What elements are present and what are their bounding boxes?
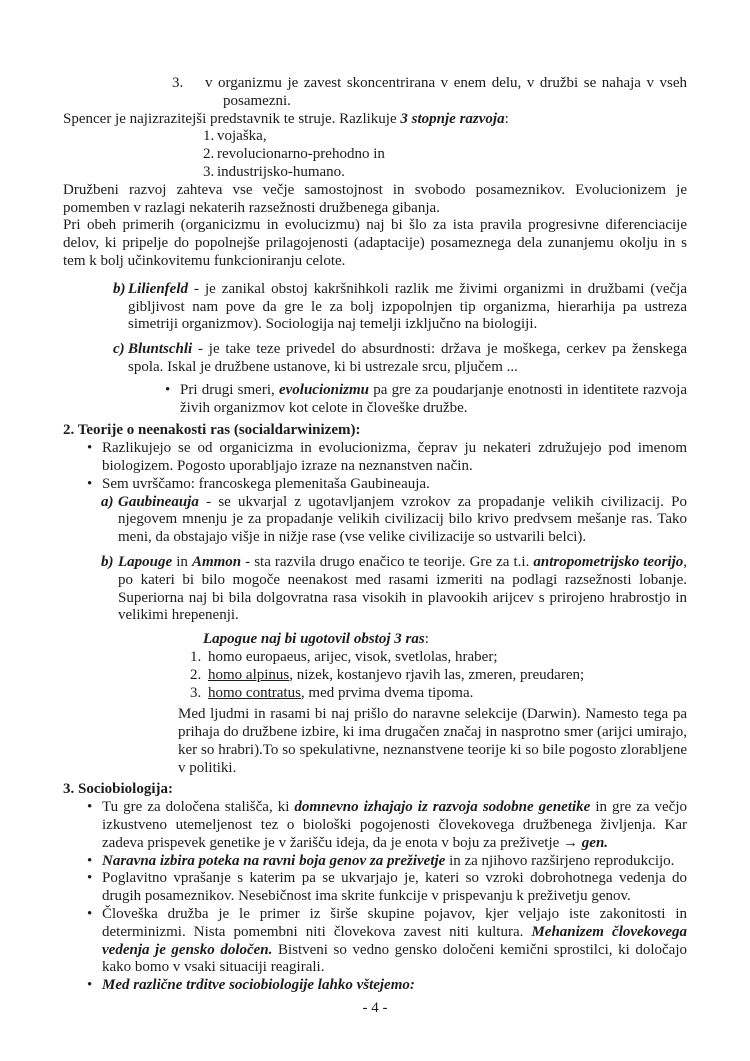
text-segment: - sta razvila drugo enačico te teorije. Gre za t.i. [241, 553, 534, 570]
text-segment: Lilienfeld [128, 280, 188, 297]
text-segment: , nizek, kostanjevo rjavih las, zmeren, preudaren; [289, 666, 585, 683]
text-segment: evolucionizmu [278, 381, 369, 398]
text-segment: in gre za večjo izkustveno utemeljenost tez o biološki pogojenosti človekovega družbenega življenja. Kar zadeva prispevek genetike je v žarišču ideja, da je enota v boju za preživetje → [102, 799, 688, 851]
document-body [63, 75, 687, 995]
text-segment: : [424, 631, 429, 648]
text-segment: Naravna izbira poteka na ravni boja genov za preživetje [102, 852, 446, 869]
list-item [63, 494, 687, 547]
text-segment: revolucionarno-prehodno in [217, 146, 385, 163]
text-segment: in [172, 553, 192, 570]
bullet-icon: • [165, 381, 171, 398]
list-item [63, 870, 687, 906]
text-segment: Družbeni razvoj zahteva vse večje samostojnost in svobodo posameznikov. Evolucionizem je pomemben v razlagi nekaterih razsežnosti družbenega gibanja. [63, 181, 687, 216]
text-segment: Med različne trditve sociobiologije lahko vštejemo: [102, 977, 415, 994]
text-segment: Lapouge [118, 553, 173, 570]
text-segment: , po kateri bi bilo mogoče neenakost med rasami izmeriti na podlagi razsežnosti lobanje. Superiorna naj bi bila dolgovratna rasa visokih in plavookih arijcev s prirojeno hrabrostjo in velikimi hrepenenji. [118, 553, 687, 624]
text-segment: Gaubineauja [118, 493, 199, 510]
paragraph [63, 631, 687, 649]
text-segment: antropometrijsko teorijo [533, 553, 684, 570]
text-segment: industrijsko-humano. [217, 163, 345, 180]
text-segment: 3 stopnje razvoja [400, 110, 505, 127]
list-item [63, 281, 687, 334]
text-segment: homo contratus [208, 684, 301, 701]
text-segment: Bluntschli [128, 341, 193, 358]
text-segment: Pri drugi smeri, [180, 381, 279, 398]
section-heading [63, 781, 687, 799]
bullet-icon: • [87, 440, 93, 457]
paragraph [63, 111, 687, 129]
text-segment: Razlikujejo se od organicizma in evolucionizma, čeprav ju nekateri združujejo pod imenom biologizem. Pogosto uporabljajo izraze na neznanstven način. [102, 440, 687, 474]
bullet-icon: • [87, 799, 93, 816]
list-item [63, 853, 687, 871]
text-segment: Mehanizem človekovega vedenja je gensko določen. [102, 923, 687, 958]
bullet-icon: • [87, 906, 93, 923]
list-item [63, 799, 687, 852]
text-segment: homo alpinus [208, 666, 290, 683]
page-number: - 4 - [362, 1000, 388, 1016]
list-item [63, 685, 687, 703]
list-item [63, 164, 687, 182]
bullet-icon: • [87, 475, 93, 492]
paragraph [63, 706, 687, 777]
list-item [63, 554, 687, 625]
paragraph [63, 182, 687, 218]
text-segment: Poglavitno vprašanje s katerim pa se ukvarjajo je, kateri so vzroki dobrohotnega vedenja do drugih posameznikov. Nesebičnost ima skrite funkcije v prispevanju k preživetju genov. [102, 870, 687, 905]
list-item [63, 341, 687, 377]
text-segment: , med prvima dvema tipoma. [300, 684, 474, 701]
list-item [63, 128, 687, 146]
text-segment: 2. Teorije o neenakosti ras (socialdarwinizem): [63, 422, 361, 439]
list-marker: 3. [203, 163, 215, 180]
list-marker: b) [113, 280, 126, 297]
bullet-icon: • [87, 977, 93, 994]
text-segment: Ammon [191, 553, 242, 570]
text-segment: Lapogue naj bi ugotovil obstoj 3 ras [203, 631, 425, 648]
list-item [63, 476, 687, 494]
text-segment: Med ljudmi in rasami bi naj prišlo do naravne selekcije (Darwin). Namesto tega pa prihaja do družbene izbire, ki ima drugačen značaj in nasprotno smer (arijci umirajo, ker so hrabri).To so spekulativne, neznanstvene teorije ki so bile pogosto zlorabljene v politiki. [178, 706, 687, 776]
text-segment: Pri obeh primerih (organicizmu in evolucizmu) naj bi šlo za ista pravila progresivne diferenciacije delov, ki pripelje do popolnejše prilagojenosti (adaptacije) posameznega dela zunanjemu okolju in s tem k bolj učinkovitemu funkcioniranju celote. [63, 217, 687, 269]
text-segment: Tu gre za določena stališča, ki [102, 799, 295, 816]
text-segment: - je take teze privedel do absurdnosti: država je moškega, cerkev pa ženskega spola. Iskal je družbene ustanove, ki bi ustrezale srcu, pljučem ... [128, 341, 687, 375]
list-item [63, 382, 687, 418]
list-marker: 2. [190, 666, 202, 683]
paragraph [63, 217, 687, 270]
text-segment: - se ukvarjal z ugotavljanjem vzrokov za propadanje velikih civilizacij. Po njegovem mnenju je za propadanje velikih civilizacij bilo krivo predvsem mešanje ras. Tako meni, da obstajajo višje in nižje rase (vse velike civilizacije so ustvarili belci). [118, 493, 687, 546]
list-item [63, 667, 687, 685]
list-marker: a) [101, 493, 114, 510]
text-segment: Spencer je najizrazitejši predstavnik te struje. Razlikuje [63, 110, 401, 127]
text-segment: pa gre za poudarjanje enotnosti in identitete razvoja živih organizmov kot celote in človeške družbe. [180, 381, 687, 416]
text-segment: vojaška, [217, 128, 267, 145]
section-heading [63, 422, 687, 440]
text-segment: - je zanikal obstoj kakršnihkoli razlik me živimi organizmi in družbami (večja gibljivost nam pove da gre le za bolj izpopolnjen tip organizma, hierarhija pa ustreza simetriji organizmov). Sociologija naj temelji izključno na biologiji. [128, 280, 687, 333]
list-item [63, 649, 687, 667]
text-segment: : [504, 110, 509, 127]
list-marker: b) [101, 553, 114, 570]
list-marker: 1. [203, 128, 215, 145]
text-segment: domnevno izhajajo iz razvoja sodobne genetike [294, 799, 591, 816]
text-segment: gen. [581, 834, 609, 851]
text-segment: v organizmu je zavest skoncentrirana v enem delu, v družbi se nahaja v vseh posamezni. [205, 75, 687, 109]
list-marker: 1. [190, 648, 202, 665]
list-marker: 2. [203, 146, 215, 163]
list-item [63, 146, 687, 164]
list-item [63, 440, 687, 476]
bullet-icon: • [87, 870, 93, 887]
text-segment: Človeška družba je le primer iz širše skupine pojavov, kjer veljajo iste zakonitosti in determinizmi. Nista pomembni niti človekova zavest niti kultura. [102, 906, 687, 940]
text-segment: Bistveni so vedno gensko določeni kemični sprostilci, ki določajo kako bomo v vsaki situaciji reagirali. [102, 941, 687, 976]
list-marker: c) [113, 341, 125, 358]
list-item [63, 906, 687, 977]
text-segment: Sem uvrščamo: francoskega plemenitaša Gaubineauja. [102, 475, 430, 492]
list-marker: 3. [190, 684, 202, 701]
text-segment: homo europaeus, arijec, visok, svetlolas, hraber; [208, 648, 498, 665]
text-segment: in za njihovo razširjeno reprodukcijo. [445, 852, 675, 869]
bullet-icon: • [87, 852, 93, 869]
list-item: 3. v organizmu je zavest skoncentrirana v enem delu, v družbi se nahaja v vseh posamezni. [172, 75, 687, 109]
text-segment: 3. Sociobiologija: [63, 781, 174, 798]
list-item [63, 977, 687, 995]
